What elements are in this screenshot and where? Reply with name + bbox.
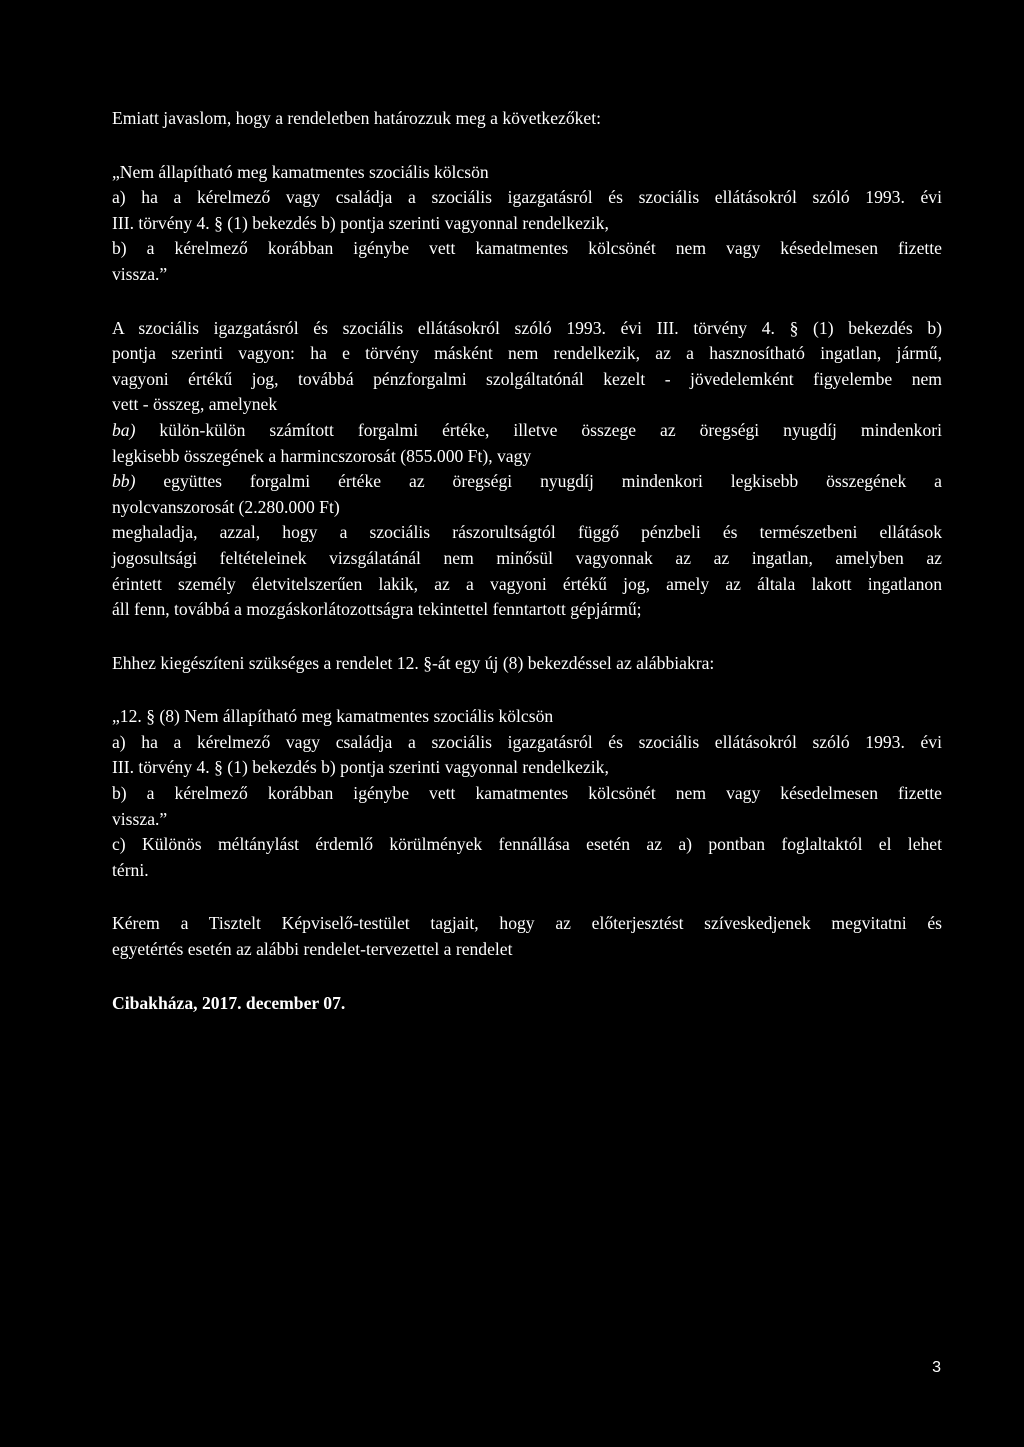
- quote-1-point-b-line-2: vissza.”: [112, 263, 168, 284]
- quote-2-point-c-line-2: térni.: [112, 859, 149, 880]
- law-line-5: meghaladja, azzal, hogy a szociális rászorultságtól függő pénzbeli és természetbeni ellátások: [112, 522, 942, 543]
- law-point-bb-line-2: nyolcvanszorosát (2.280.000 Ft): [112, 496, 340, 517]
- law-line-1: A szociális igazgatásról és szociális ellátásokról szóló 1993. évi III. törvény 4. § (1) bekezdés b): [112, 317, 942, 338]
- request-line-2: egyetértés esetén az alábbi rendelet-tervezettel a rendelet: [112, 939, 513, 960]
- amendment-intro: Ehhez kiegészíteni szükséges a rendelet 12. §-át egy új (8) bekezdéssel az alábbiakra:: [112, 652, 715, 673]
- page-number: 3: [932, 1359, 941, 1376]
- point-ba-label: ba): [112, 419, 136, 440]
- quote-2-point-a-line-1: a) ha a kérelmező vagy családja a szociális igazgatásról és szociális ellátásokról szóló 1993. évi: [112, 731, 942, 752]
- law-line-2: pontja szerinti vagyon: ha e törvény másként nem rendelkezik, az a hasznosítható ingatlan, jármű,: [112, 343, 942, 364]
- law-point-bb-line-1: [112, 469, 942, 495]
- law-line-3: vagyoni értékű jog, továbbá pénzforgalmi szolgáltatónál kezelt - jövedelemként figyelembe nem: [112, 368, 942, 389]
- quote-block-1: [112, 160, 942, 288]
- intro-paragraph: Emiatt javaslom, hogy a rendeletben határozzuk meg a következőket:: [112, 108, 602, 128]
- point-ba-text: külön-külön számított forgalmi értéke, illetve összege az öregségi nyugdíj mindenkori: [135, 419, 942, 440]
- quote-1-heading: „Nem állapítható meg kamatmentes szociális kölcsön: [112, 161, 489, 182]
- quote-1-point-a-line-1: a) ha a kérelmező vagy családja a szociális igazgatásról és szociális ellátásokról szóló 1993. évi: [112, 187, 942, 208]
- law-point-ba-line-2: legkisebb összegének a harmincszorosát (855.000 Ft), vagy: [112, 445, 532, 466]
- law-definition-block: [112, 316, 942, 623]
- request-paragraph: [112, 911, 942, 962]
- quote-2-point-b-line-1: b) a kérelmező korábban igénybe vett kamatmentes kölcsönét nem vagy késedelmesen fizette: [112, 783, 942, 804]
- law-line-6: jogosultsági feltételeinek vizsgálatánál nem minősül vagyonnak az az ingatlan, amelyben az: [112, 547, 942, 568]
- quote-2-point-b-line-2: vissza.”: [112, 808, 168, 829]
- law-point-ba-line-1: [112, 418, 942, 444]
- point-bb-text: együttes forgalmi értéke az öregségi nyugdíj mindenkori legkisebb összegének a: [135, 471, 942, 492]
- quote-1-point-a-line-2: III. törvény 4. § (1) bekezdés b) pontja szerinti vagyonnal rendelkezik,: [112, 212, 609, 233]
- quote-2-heading: „12. § (8) Nem állapítható meg kamatmentes szociális kölcsön: [112, 706, 554, 727]
- law-line-7: érintett személy életvitelszerűen lakik, az a vagyoni értékű jog, amely az általa lakott ingatlanon: [112, 573, 942, 594]
- quote-1-point-b-line-1: b) a kérelmező korábban igénybe vett kamatmentes kölcsönét nem vagy késedelmesen fizette: [112, 238, 942, 259]
- place-and-date: Cibakháza, 2017. december 07.: [112, 992, 346, 1013]
- law-line-4: vett - összeg, amelynek: [112, 394, 278, 415]
- quote-2-point-c-line-1: c) Különös méltánylást érdemlő körülmények fennállása esetén az a) pontban foglaltaktól el lehet: [112, 834, 942, 855]
- law-line-8: áll fenn, továbbá a mozgáskorlátozottságra tekintettel fenntartott gépjármű;: [112, 599, 642, 620]
- document-body: [112, 106, 942, 1016]
- request-line-1: Kérem a Tisztelt Képviselő-testület tagjait, hogy az előterjesztést szíveskedjenek megvitatni és: [112, 913, 942, 934]
- quote-2-point-a-line-2: III. törvény 4. § (1) bekezdés b) pontja szerinti vagyonnal rendelkezik,: [112, 757, 609, 778]
- point-bb-label: bb): [112, 471, 136, 492]
- quote-block-2: [112, 704, 942, 883]
